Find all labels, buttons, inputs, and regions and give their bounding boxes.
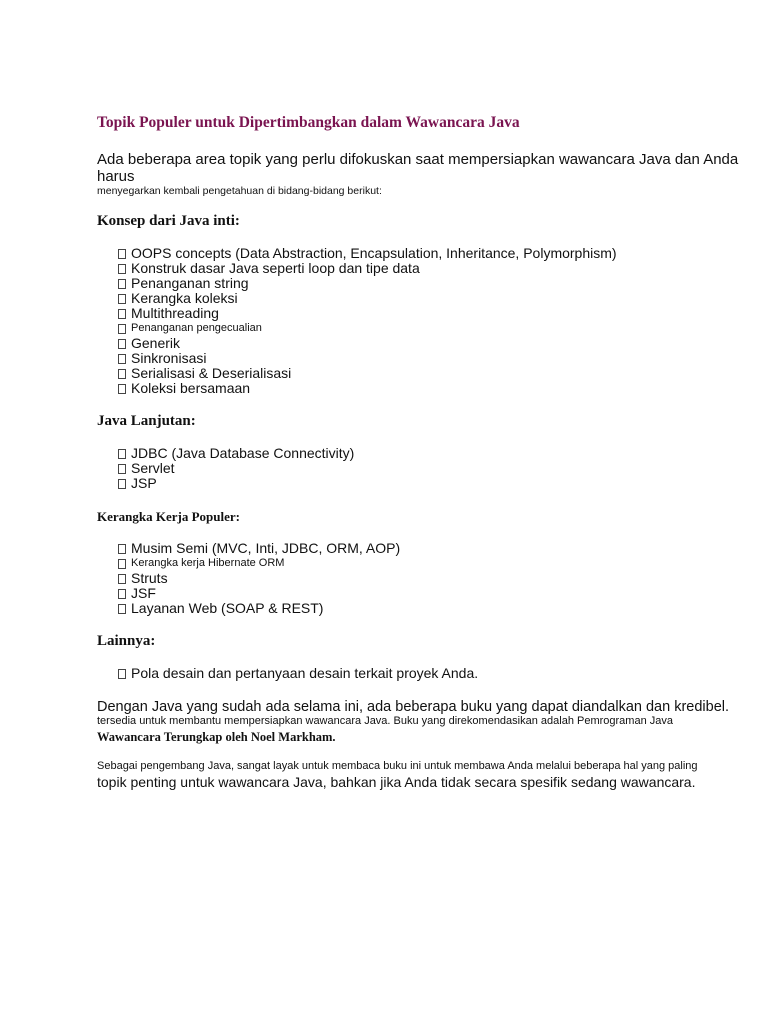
section-heading-core: Konsep dari Java inti: (97, 213, 240, 229)
list-item: Kerangka koleksi (118, 291, 747, 306)
section-heading-frameworks: Kerangka Kerja Populer: (97, 509, 240, 524)
list-item: Generik (118, 336, 747, 351)
list-item: Musim Semi (MVC, Inti, JDBC, ORM, AOP) (118, 541, 747, 556)
checkbox-bullet-icon (118, 479, 126, 489)
closing-paragraph-1-line-1: Dengan Java yang sudah ada selama ini, ada beberapa buku yang dapat diandalkan dan kredibel. (97, 699, 730, 715)
closing-paragraph-1-line-2: tersedia untuk membantu mempersiapkan wawancara Java. Buku yang direkomendasikan adalah Pemrograman Java (97, 715, 673, 727)
checkbox-bullet-icon (118, 264, 126, 274)
checkbox-bullet-icon (118, 384, 126, 394)
core-topics-list (97, 246, 747, 396)
list-item: Multithreading (118, 306, 747, 321)
frameworks-list (97, 541, 747, 616)
checkbox-bullet-icon (118, 354, 126, 364)
page-title: Topik Populer untuk Dipertimbangkan dalam Wawancara Java (97, 114, 520, 131)
list-item: Koleksi bersamaan (118, 381, 747, 396)
checkbox-bullet-icon (118, 294, 126, 304)
checkbox-bullet-icon (118, 339, 126, 349)
list-item: Pola desain dan pertanyaan desain terkait proyek Anda. (118, 666, 747, 681)
section-heading-others: Lainnya: (97, 633, 156, 649)
intro-line-2: menyegarkan kembali pengetahuan di bidang-bidang berikut: (97, 185, 382, 197)
list-item: Struts (118, 571, 747, 586)
list-item: Penanganan string (118, 276, 747, 291)
checkbox-bullet-icon (118, 324, 126, 334)
document-page (97, 114, 747, 790)
list-item: Layanan Web (SOAP & REST) (118, 601, 747, 616)
list-item: Penanganan pengecualian (118, 321, 747, 336)
checkbox-bullet-icon (118, 449, 126, 459)
list-item: JSF (118, 586, 747, 601)
checkbox-bullet-icon (118, 464, 126, 474)
list-item: JSP (118, 476, 747, 491)
book-title: Wawancara Terungkap oleh Noel Markham. (97, 730, 336, 744)
list-item: OOPS concepts (Data Abstraction, Encapsulation, Inheritance, Polymorphism) (118, 246, 747, 261)
list-item: Konstruk dasar Java seperti loop dan tipe data (118, 261, 747, 276)
list-item: Serialisasi & Deserialisasi (118, 366, 747, 381)
closing-paragraph-2-line-2: topik penting untuk wawancara Java, bahkan jika Anda tidak secara spesifik sedang wawancara. (97, 774, 696, 790)
checkbox-bullet-icon (118, 589, 126, 599)
list-item: JDBC (Java Database Connectivity) (118, 446, 747, 461)
list-item: Sinkronisasi (118, 351, 747, 366)
checkbox-bullet-icon (118, 559, 126, 569)
checkbox-bullet-icon (118, 369, 126, 379)
closing-paragraph-2-line-1: Sebagai pengembang Java, sangat layak untuk membaca buku ini untuk membawa Anda melalui beberapa hal yang paling (97, 760, 698, 772)
section-heading-advanced: Java Lanjutan: (97, 413, 196, 429)
intro-line-1: Ada beberapa area topik yang perlu difokuskan saat mempersiapkan wawancara Java dan Anda harus (97, 151, 739, 185)
checkbox-bullet-icon (118, 309, 126, 319)
checkbox-bullet-icon (118, 279, 126, 289)
checkbox-bullet-icon (118, 574, 126, 584)
checkbox-bullet-icon (118, 249, 126, 259)
checkbox-bullet-icon (118, 669, 126, 679)
others-list (97, 666, 747, 681)
list-item: Kerangka kerja Hibernate ORM (118, 556, 747, 571)
checkbox-bullet-icon (118, 604, 126, 614)
advanced-topics-list (97, 446, 747, 491)
checkbox-bullet-icon (118, 544, 126, 554)
list-item: Servlet (118, 461, 747, 476)
